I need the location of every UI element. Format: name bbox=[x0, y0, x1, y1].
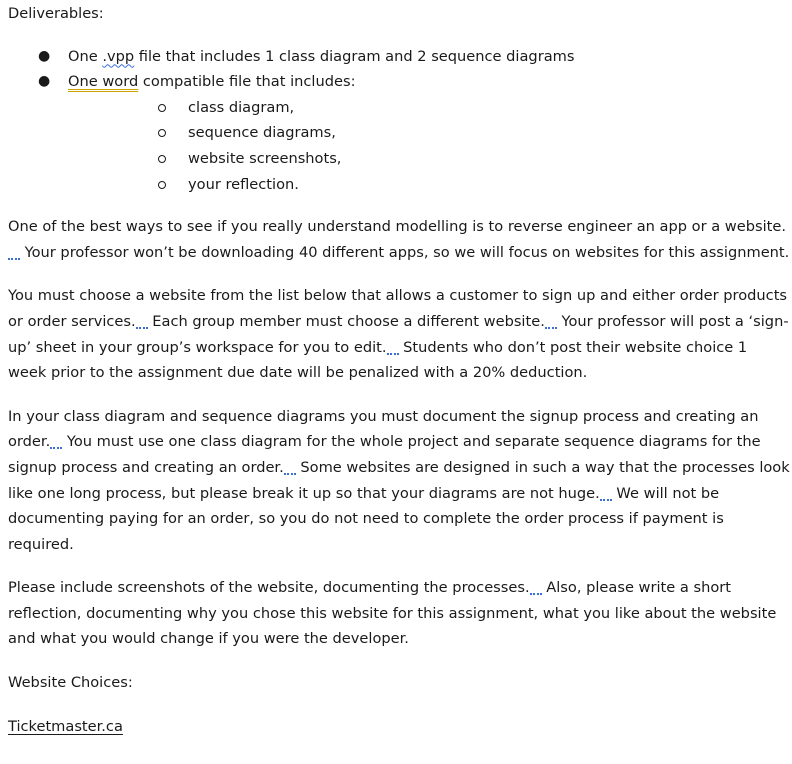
sub-list-item bbox=[68, 95, 790, 121]
sub-list-item bbox=[68, 120, 790, 146]
spelling-flagged-word[interactable]: .vpp bbox=[102, 47, 135, 65]
website-link[interactable]: Ticketmaster.ca bbox=[8, 717, 123, 735]
spacing-flag-icon bbox=[387, 353, 399, 355]
item-text-post: file that includes 1 class diagram and 2 sequence diagrams bbox=[134, 47, 575, 65]
sentence: Your professor won’t be downloading 40 different apps, so we will focus on websites for this assignment. bbox=[20, 243, 790, 261]
spacing-flag-icon bbox=[284, 473, 296, 475]
paragraph-intro bbox=[8, 214, 790, 265]
hollow-bullet-icon bbox=[158, 104, 166, 112]
sentence: Each group member must choose a different website. bbox=[147, 312, 545, 330]
sentence: One of the best ways to see if you really understand modelling is to reverse engineer an app or a website. bbox=[8, 218, 786, 236]
paragraph-diagrams bbox=[8, 404, 790, 558]
sub-item-text: website screenshots, bbox=[188, 149, 342, 167]
sub-item-text: sequence diagrams, bbox=[188, 124, 336, 142]
hollow-bullet-icon bbox=[158, 181, 166, 189]
sub-list-item bbox=[68, 172, 790, 198]
paragraph-selection bbox=[8, 283, 790, 385]
item-text-post: compatible file that includes: bbox=[138, 73, 356, 91]
hollow-bullet-icon bbox=[158, 155, 166, 163]
sentence: Your professor will post a ‘sign-up’ sheet in your group’s workspace for you to edit. bbox=[8, 312, 789, 356]
sentence: You must choose a website from the list below that allows a customer to sign up and either order products or order services. bbox=[8, 287, 788, 330]
document-body bbox=[8, 0, 790, 739]
website-choices-heading: Website Choices: bbox=[8, 674, 133, 692]
paragraph-screenshots bbox=[8, 575, 790, 652]
spacing-flag-icon bbox=[136, 327, 148, 329]
list-item bbox=[8, 69, 790, 197]
sentence: Some websites are designed in such a way that the processes look like one long process, but please break it up so that your diagrams are not huge. bbox=[8, 458, 790, 502]
hollow-bullet-icon bbox=[158, 129, 166, 137]
list-item bbox=[8, 44, 790, 70]
spacing-flag-icon bbox=[600, 499, 612, 501]
spacing-flag-icon bbox=[50, 447, 62, 449]
sub-list-item bbox=[68, 146, 790, 172]
grammar-flagged-phrase[interactable]: One word bbox=[68, 73, 139, 91]
deliverables-list bbox=[8, 44, 790, 198]
sub-list bbox=[68, 95, 790, 197]
sub-item-text: your reflection. bbox=[188, 175, 299, 193]
sentence: In your class diagram and sequence diagrams you must document the signup process and creating an order. bbox=[8, 407, 759, 451]
sentence: Please include screenshots of the website, documenting the processes. bbox=[8, 579, 530, 597]
bullet-icon: ● bbox=[38, 73, 51, 90]
spacing-flag-icon bbox=[530, 593, 542, 595]
spacing-flag-icon bbox=[545, 327, 557, 329]
item-text-pre: One bbox=[68, 47, 103, 65]
sentence: Also, please write a short reflection, documenting why you chose this website for this assignment, what you like about the website and what you would change if you were the developer. bbox=[8, 579, 777, 648]
spacing-flag-icon bbox=[8, 258, 20, 260]
bullet-icon: ● bbox=[38, 47, 51, 64]
deliverables-heading: Deliverables: bbox=[8, 5, 104, 22]
sentence: Students who don’t post their website choice 1 week prior to the assignment due date will be penalized with a 20% deduction. bbox=[8, 338, 748, 382]
sentence: We will not be documenting paying for an order, so you do not need to complete the order process if payment is required. bbox=[8, 484, 724, 553]
sub-item-text: class diagram, bbox=[188, 98, 295, 116]
sentence: You must use one class diagram for the whole project and separate sequence diagrams for the signup process and creating an order. bbox=[8, 433, 761, 476]
website-choice-link[interactable] bbox=[8, 714, 790, 740]
